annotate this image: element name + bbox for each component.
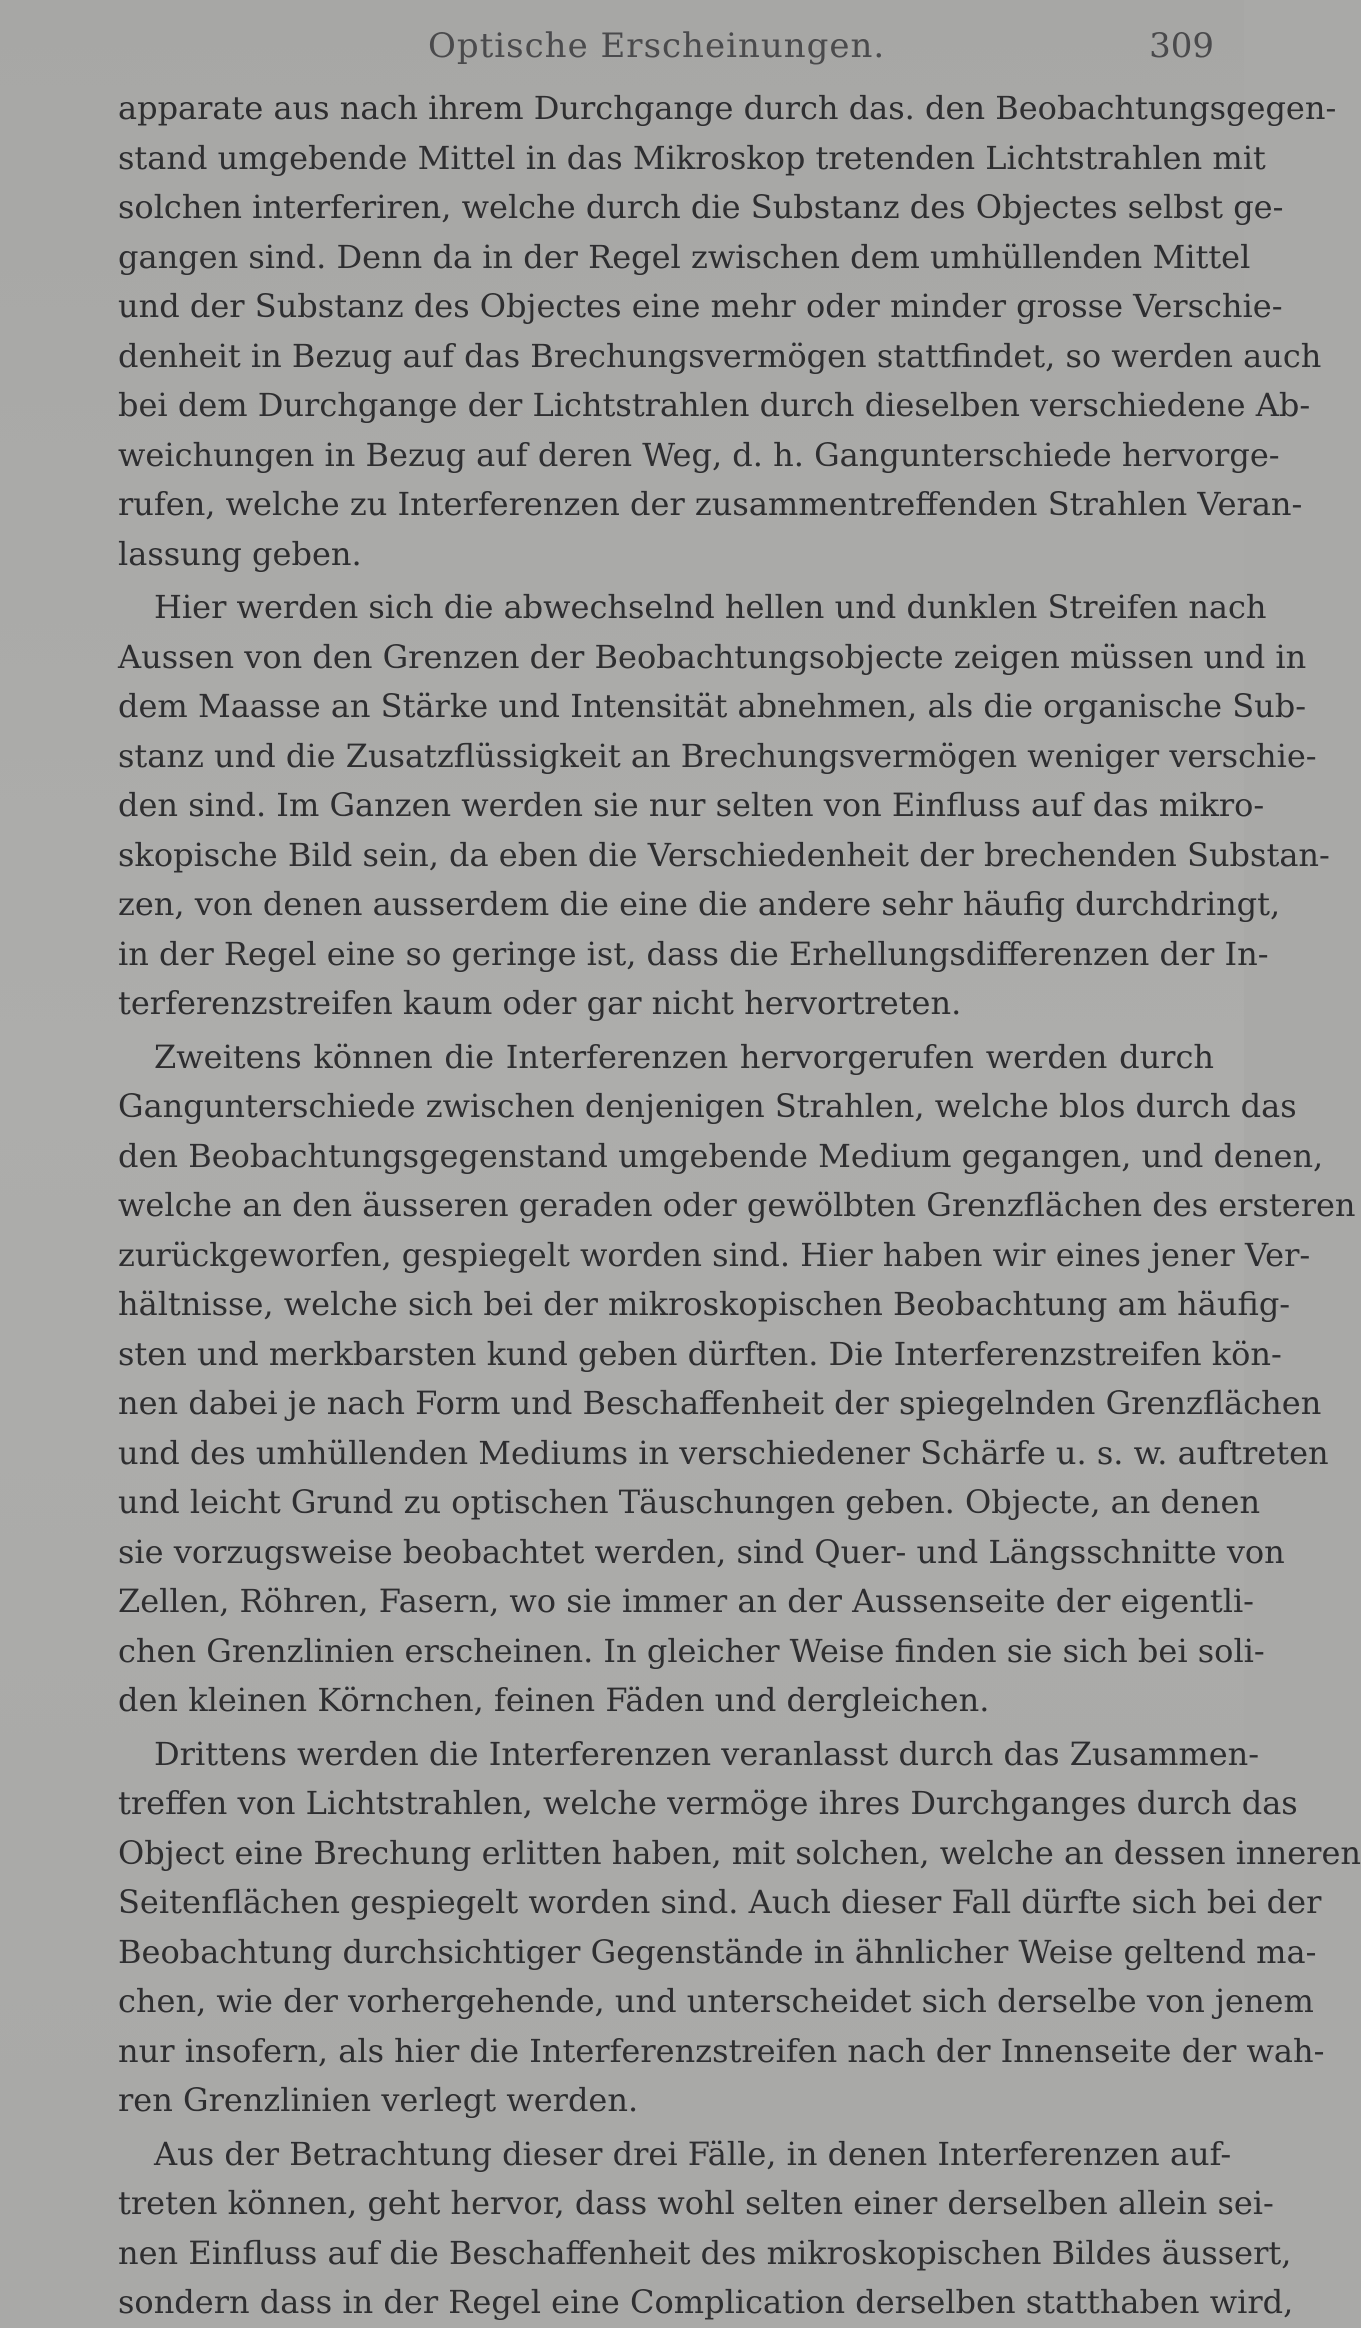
text-line: Aussen von den Grenzen der Beobachtungsobjecte zeigen müssen und in — [118, 637, 1307, 676]
body-text — [118, 84, 1361, 2328]
text-line: chen, wie der vorhergehende, und unterscheidet sich derselbe von jenem — [118, 1982, 1314, 2020]
text-line: nur insofern, als hier die Interferenzstreifen nach der Innenseite der wah- — [118, 2031, 1325, 2070]
text-line: nen Einfluss auf die Beschaffenheit des mikroskopischen Bildes äussert, — [118, 2233, 1292, 2272]
text-line: sie vorzugsweise beobachtet werden, sind Quer- und Längsschnitte von — [118, 1532, 1285, 1571]
text-line: sondern dass in der Regel eine Complication derselben statthaben wird, — [118, 2283, 1294, 2321]
text-line: den sind. Im Ganzen werden sie nur selten von Einfluss auf das mikro- — [118, 786, 1265, 824]
text-line: Zellen, Röhren, Fasern, wo sie immer an der Aussenseite der eigentli- — [118, 1582, 1254, 1620]
text-line: Gangunterschiede zwischen denjenigen Strahlen, welche blos durch das — [118, 1087, 1297, 1125]
text-line: Aus der Betrachtung dieser drei Fälle, in denen Interferenzen auf- — [154, 2134, 1232, 2173]
text-line: skopische Bild sein, da eben die Verschiedenheit der brechenden Substan- — [118, 835, 1330, 874]
text-line: nen dabei je nach Form und Beschaffenheit der spiegelnden Grenzflächen — [118, 1384, 1322, 1422]
text-line: Zweitens können die Interferenzen hervorgerufen werden durch — [154, 1037, 1214, 1076]
text-line: weichungen in Bezug auf deren Weg, d. h. Gangunterschiede hervorge- — [118, 435, 1280, 474]
text-line: terferenzstreifen kaum oder gar nicht hervortreten. — [118, 984, 962, 1022]
text-line: chen Grenzlinien erscheinen. In gleicher Weise finden sie sich bei soli- — [118, 1631, 1265, 1670]
text-line: denheit in Bezug auf das Brechungsvermögen stattfindet, so werden auch — [118, 336, 1322, 375]
text-line: zen, von denen ausserdem die eine die andere sehr häufig durchdringt, — [118, 885, 1281, 923]
text-line: sten und merkbarsten kund geben dürften. Die Interferenzstreifen kön- — [118, 1334, 1282, 1373]
paragraph — [118, 2130, 1294, 2328]
paragraph — [118, 1033, 1356, 1726]
text-line: Beobachtung durchsichtiger Gegenstände in ähnlicher Weise geltend ma- — [118, 1932, 1317, 1971]
text-line: apparate aus nach ihrem Durchgange durch das. den Beobachtungsgegen- — [118, 89, 1337, 127]
page-header — [118, 26, 1214, 84]
text-line: Seitenflächen gespiegelt worden sind. Auch dieser Fall dürfte sich bei der — [118, 1883, 1322, 1921]
text-line: und leicht Grund zu optischen Täuschungen geben. Objecte, an denen — [118, 1483, 1261, 1521]
text-line: Hier werden sich die abwechselnd hellen und dunklen Streifen nach — [154, 588, 1267, 626]
text-line: treten können, geht hervor, dass wohl selten einer derselben allein sei- — [118, 2184, 1274, 2222]
text-line: zurückgeworfen, gespiegelt worden sind. Hier haben wir eines jener Ver- — [118, 1235, 1311, 1274]
text-line: solchen interferiren, welche durch die Substanz des Objectes selbst ge- — [118, 188, 1284, 226]
text-line: Drittens werden die Interferenzen veranlasst durch das Zusammen- — [154, 1734, 1260, 1773]
text-line: hältnisse, welche sich bei der mikroskopischen Beobachtung am häufig- — [118, 1285, 1291, 1323]
text-line: lassung geben. — [118, 534, 362, 573]
paragraph — [118, 583, 1330, 1029]
text-line: treffen von Lichtstrahlen, welche vermöge ihres Durchganges durch das — [118, 1784, 1298, 1822]
text-line: und des umhüllenden Mediums in verschiedener Schärfe u. s. w. auftreten — [118, 1433, 1329, 1472]
text-line: in der Regel eine so geringe ist, dass die Erhellungsdifferenzen der In- — [118, 934, 1269, 973]
text-line: und der Substanz des Objectes eine mehr oder minder grosse Verschie- — [118, 287, 1283, 325]
paragraph — [118, 1730, 1361, 2126]
text-line: rufen, welche zu Interferenzen der zusammentreffenden Strahlen Veran- — [118, 485, 1303, 523]
text-line: stanz und die Zusatzflüssigkeit an Brechungsvermögen weniger verschie- — [118, 736, 1317, 775]
text-line: den Beobachtungsgegenstand umgebende Medium gegangen, und denen, — [118, 1136, 1324, 1175]
text-line: bei dem Durchgange der Lichtstrahlen durch dieselben verschiedene Ab- — [118, 386, 1311, 424]
text-line: Object eine Brechung erlitten haben, mit solchen, welche an dessen inneren — [118, 1833, 1361, 1872]
text-line: den kleinen Körnchen, feinen Fäden und dergleichen. — [118, 1681, 990, 1719]
text-line: dem Maasse an Stärke und Intensität abnehmen, als die organische Sub- — [118, 687, 1307, 725]
running-title: Optische Erscheinungen. — [428, 26, 886, 66]
text-line: gangen sind. Denn da in der Regel zwischen dem umhüllenden Mittel — [118, 237, 1251, 276]
text-line: stand umgebende Mittel in das Mikroskop tretenden Lichtstrahlen mit — [118, 138, 1266, 177]
text-line: welche an den äusseren geraden oder gewölbten Grenzflächen des ersteren — [118, 1186, 1356, 1224]
text-line: ren Grenzlinien verlegt werden. — [118, 2081, 639, 2119]
page-number: 309 — [1149, 26, 1214, 66]
paragraph — [118, 84, 1337, 579]
